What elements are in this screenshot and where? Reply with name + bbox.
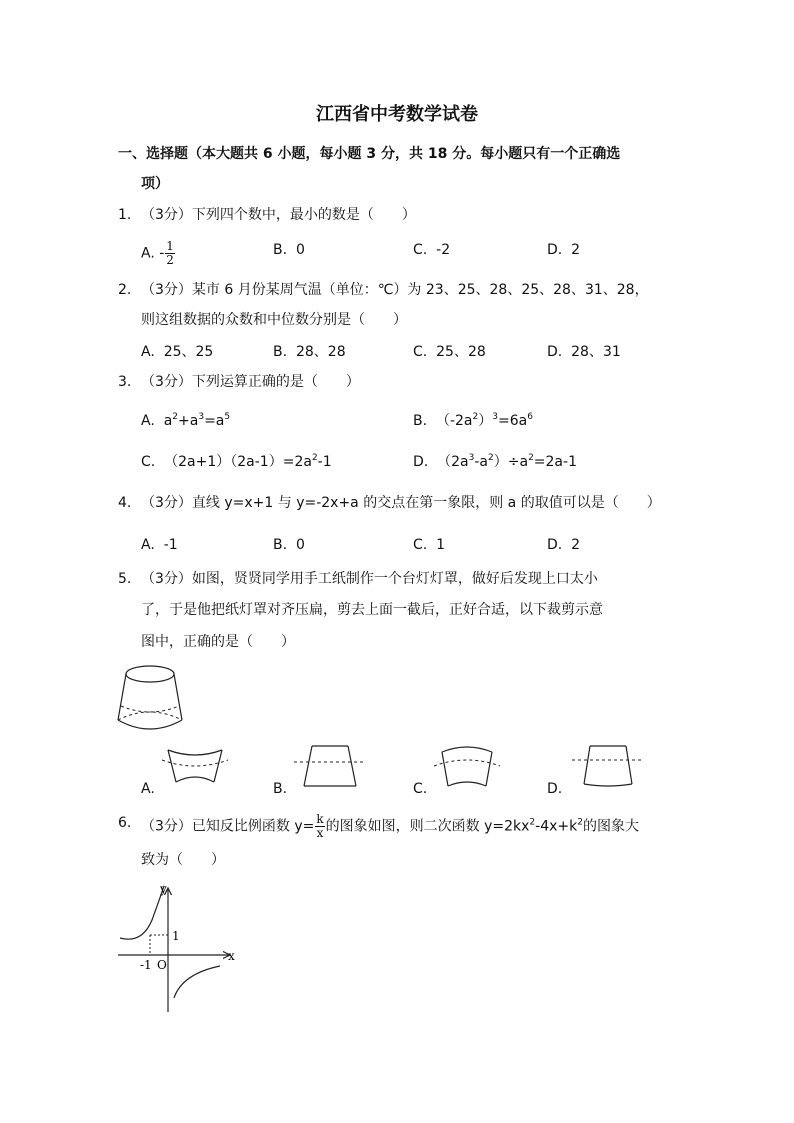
option-label: C. xyxy=(413,537,428,553)
option-label: D. xyxy=(547,344,563,360)
exponent: 3 xyxy=(198,412,205,422)
question-4-number: 4. xyxy=(118,495,132,511)
option-label: A. xyxy=(141,245,155,262)
question-1-number: 1. xyxy=(118,207,132,223)
option-text: 2 xyxy=(571,242,581,258)
expr: （2a+1）（2a-1）=2a xyxy=(164,454,312,470)
option-text: 28、28 xyxy=(295,344,346,360)
exponent: 2 xyxy=(577,817,583,828)
expr: -a xyxy=(474,454,489,470)
q3-option-b[interactable] xyxy=(413,411,533,431)
option-label: D. xyxy=(413,454,429,470)
option-label: C. xyxy=(413,344,428,360)
expr: （2a xyxy=(437,454,469,470)
option-label: A. xyxy=(141,413,155,429)
option-label: D. xyxy=(547,537,563,553)
option-label: C. xyxy=(141,454,156,470)
exponent: 6 xyxy=(527,412,533,422)
question-2-stem: （3分）某市 6 月份某周气温（单位：℃）为 23、25、28、25、28、31、28， xyxy=(141,282,649,298)
option-label: D. xyxy=(547,242,563,258)
q5-option-b[interactable] xyxy=(273,779,287,799)
hyperbola-branch-left xyxy=(120,886,164,939)
exponent: 2 xyxy=(172,412,179,422)
q2-option-a[interactable] xyxy=(141,342,213,362)
expr: -1 xyxy=(317,454,332,470)
hyperbola-graph xyxy=(112,880,242,1015)
q4-option-a[interactable] xyxy=(141,535,178,555)
fraction-numerator: k xyxy=(316,812,324,826)
question-6-stem xyxy=(141,813,639,840)
tick-y-label: 1 xyxy=(172,929,180,943)
option-text: 25、25 xyxy=(163,344,214,360)
question-5-number: 5. xyxy=(118,571,132,587)
q1-option-d[interactable] xyxy=(547,240,580,260)
q5-option-d-figure[interactable] xyxy=(568,742,648,790)
option-label: A. xyxy=(141,781,155,797)
fraction-one-half xyxy=(165,240,175,267)
option-text: 28、31 xyxy=(571,344,621,360)
exponent: 2 xyxy=(528,453,534,463)
option-text: 1 xyxy=(436,537,446,553)
stem-text: （3分）已知反比例函数 y= xyxy=(141,818,315,835)
q1-option-b[interactable] xyxy=(273,240,305,260)
exponent: 5 xyxy=(224,412,231,422)
option-label: A. xyxy=(141,537,155,553)
q5-option-a-figure[interactable] xyxy=(160,742,230,790)
section-heading: 一、选择题（本大题共 6 小题，每小题 3 分，共 18 分。每小题只有一个正确选 xyxy=(118,146,621,162)
expr: ） xyxy=(478,413,493,429)
option-text: 0 xyxy=(295,537,305,553)
lampshade-figure xyxy=(110,662,190,732)
option-label: B. xyxy=(273,344,288,360)
expr: ）÷a xyxy=(493,454,529,470)
q1-option-c[interactable] xyxy=(413,240,450,260)
option-label: B. xyxy=(413,413,428,429)
option-text: -1 xyxy=(163,537,178,553)
question-5-stem: （3分）如图，贤贤同学用手工纸制作一个台灯灯罩，做好后发现上口太小 xyxy=(141,571,598,587)
option-text: 2 xyxy=(571,537,581,553)
exponent: 2 xyxy=(529,817,536,828)
negative-sign: - xyxy=(159,245,165,262)
expr: =6a xyxy=(497,413,528,429)
question-2-number: 2. xyxy=(118,282,132,298)
stem-text: 的图象大 xyxy=(582,818,639,835)
stem-text: 的图象如图，则二次函数 y=2kx xyxy=(325,818,530,835)
question-6-number: 6. xyxy=(118,815,132,831)
question-6-stem-cont: 致为（ ） xyxy=(141,852,225,868)
section-heading-cont: 项） xyxy=(141,176,169,192)
option-text: 25、28 xyxy=(436,344,486,360)
q4-option-b[interactable] xyxy=(273,535,305,555)
question-4-stem: （3分）直线 y=x+1 与 y=-2x+a 的交点在第一象限，则 a 的取值可以是（ ） xyxy=(141,495,661,511)
expr: +a xyxy=(178,413,199,429)
origin-label: O xyxy=(157,958,167,972)
tick-x-label: -1 xyxy=(140,958,152,972)
question-3-number: 3. xyxy=(118,374,132,390)
exponent: 3 xyxy=(492,412,498,422)
x-axis-label: x xyxy=(228,949,235,963)
page-title: 江西省中考数学试卷 xyxy=(316,104,478,125)
q5-option-d[interactable] xyxy=(547,779,562,799)
question-3-stem: （3分）下列运算正确的是（ ） xyxy=(141,374,360,390)
hyperbola-branch-right xyxy=(174,966,220,998)
q4-option-c[interactable] xyxy=(413,535,445,555)
option-label: A. xyxy=(141,344,155,360)
option-label: C. xyxy=(413,781,428,797)
stem-text: -4x+k xyxy=(535,818,578,835)
q3-option-a[interactable] xyxy=(141,411,230,431)
option-label: B. xyxy=(273,242,288,258)
option-label: B. xyxy=(273,781,288,797)
option-label: D. xyxy=(547,781,563,797)
fraction-denominator: 2 xyxy=(166,253,174,267)
q2-option-b[interactable] xyxy=(273,342,346,362)
question-5-stem-cont2: 图中，正确的是（ ） xyxy=(141,634,295,650)
q2-option-c[interactable] xyxy=(413,342,486,362)
q1-option-a[interactable] xyxy=(141,240,176,267)
q4-option-d[interactable] xyxy=(547,535,580,555)
y-axis-label: y xyxy=(160,882,167,896)
q2-option-d[interactable] xyxy=(547,342,621,362)
option-label: B. xyxy=(273,537,288,553)
q5-option-a[interactable] xyxy=(141,779,155,799)
question-5-stem-cont: 了，于是他把纸灯罩对齐压扁，剪去上面一截后，正好合适，以下裁剪示意 xyxy=(141,602,603,618)
exponent: 2 xyxy=(488,453,494,463)
expr: （-2a xyxy=(435,413,473,429)
q5-option-c[interactable] xyxy=(413,779,427,799)
fraction-denominator: x xyxy=(316,826,324,840)
q3-option-d[interactable] xyxy=(413,452,577,472)
option-label: C. xyxy=(413,242,428,258)
exponent: 2 xyxy=(472,412,479,422)
fraction-k-over-x xyxy=(315,813,324,840)
fraction-numerator: 1 xyxy=(166,239,174,253)
exponent: 2 xyxy=(311,453,318,463)
exponent: 3 xyxy=(468,453,475,463)
option-text: 0 xyxy=(295,242,305,258)
expr: =a xyxy=(204,413,225,429)
expr: =2a-1 xyxy=(533,454,577,470)
question-1-stem: （3分）下列四个数中，最小的数是（ ） xyxy=(141,207,416,223)
q3-option-c[interactable] xyxy=(141,452,332,472)
expr: a xyxy=(163,413,173,429)
question-2-stem-cont: 则这组数据的众数和中位数分别是（ ） xyxy=(141,312,407,328)
q5-option-b-figure[interactable] xyxy=(290,742,370,790)
q5-option-c-figure[interactable] xyxy=(430,742,504,790)
option-text: -2 xyxy=(436,242,451,258)
